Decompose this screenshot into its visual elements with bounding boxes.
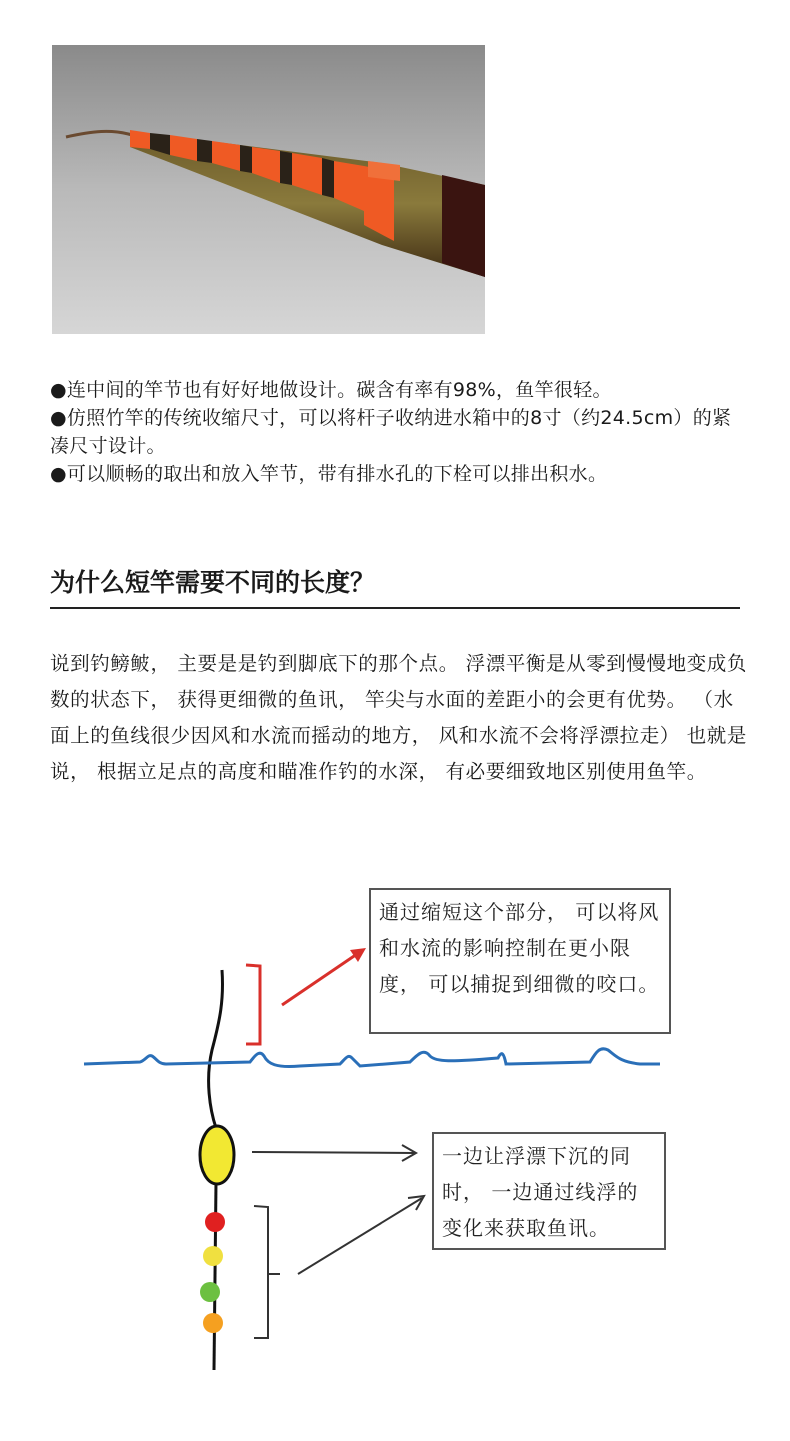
callout-float-signal: 一边让浮漂下沉的同时， 一边通过线浮的变化来获取鱼讯。 bbox=[432, 1132, 666, 1250]
bead-yellow bbox=[203, 1246, 223, 1266]
bullet-item: ●仿照竹竿的传统收缩尺寸，可以将杆子收纳进水箱中的8寸（约24.5cm）的紧凑尺寸设计。 bbox=[50, 407, 732, 457]
bead-arrow-line bbox=[298, 1198, 422, 1274]
bead-green bbox=[200, 1282, 220, 1302]
rod-tip-illustration bbox=[52, 45, 485, 334]
float-bobber bbox=[200, 1126, 234, 1184]
float-arrow-line bbox=[252, 1152, 414, 1153]
feature-bullets bbox=[50, 376, 750, 488]
red-bracket bbox=[246, 965, 260, 1044]
bead-red bbox=[205, 1212, 225, 1232]
black-bracket bbox=[254, 1206, 268, 1338]
rod-butt bbox=[442, 175, 485, 277]
bead-orange bbox=[203, 1313, 223, 1333]
section-paragraph: 说到钓鳑鲏， 主要是是钓到脚底下的那个点。 浮漂平衡是从零到慢慢地变成负数的状态下， 获得更细微的鱼讯， 竿尖与水面的差距小的会更有优势。 （水面上的鱼线很少因风和水流而摇动的地方， 风和水流不会将浮漂拉走） 也就是说， 根据立足点的高度和瞄准作钓的水深， 有必要细致地区别使用鱼竿。 bbox=[50, 652, 747, 783]
fishing-line-upper bbox=[209, 970, 223, 1128]
water-surface bbox=[84, 1049, 660, 1067]
fishing-line-lower bbox=[214, 1182, 216, 1370]
red-arrow-head bbox=[350, 948, 366, 962]
section-title: 为什么短竿需要不同的长度？ bbox=[50, 563, 740, 609]
red-arrow-line bbox=[282, 952, 360, 1005]
callout-shorten-section: 通过缩短这个部分， 可以将风和水流的影响控制在更小限度， 可以捕捉到细微的咬口。 bbox=[369, 888, 671, 1034]
bullet-item: ●连中间的竿节也有好好地做设计。碳含有率有98%，鱼竿很轻。 bbox=[50, 379, 612, 401]
rod-tip-photo bbox=[52, 45, 485, 334]
bullet-item: ●可以顺畅的取出和放入竿节，带有排水孔的下栓可以排出积水。 bbox=[50, 463, 608, 485]
